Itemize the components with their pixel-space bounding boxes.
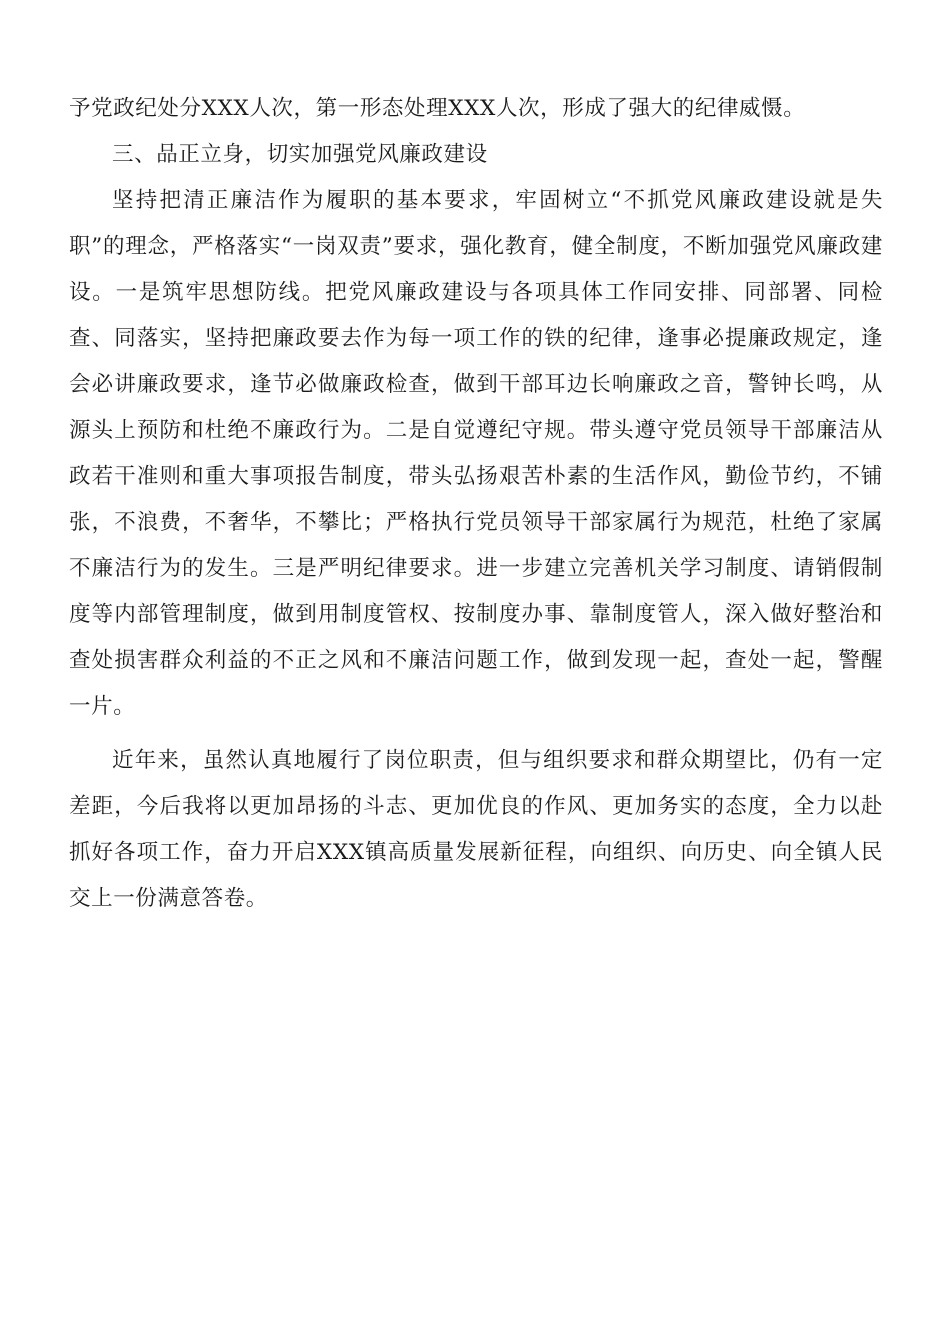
paragraph-integrity: 坚持把清正廉洁作为履职的基本要求，牢固树立“不抓党风廉政建设就是失职”的理念，严格落实“一岗双责”要求，强化教育，健全制度，不断加强党风廉政建设。一是筑牢思想防线。把党风廉政建设与各项具体工作同安排、同部署、同检查、同落实，坚持把廉政要去作为每一项工作的铁的纪律，逢事必提廉政规定，逢会必讲廉政要求，逢节必做廉政检查，做到干部耳边长响廉政之音，警钟长鸣，从源头上预防和杜绝不廉政行为。二是自觉遵纪守规。带头遵守党员领导干部廉洁从政若干准则和重大事项报告制度，带头弘扬艰苦朴素的生活作风，勤俭节约，不铺张，不浪费，不奢华，不攀比；严格执行党员领导干部家属行为规范，杜绝了家属不廉洁行为的发生。三是严明纪律要求。进一步建立完善机关学习制度、请销假制度等内部管理制度，做到用制度管权、按制度办事、靠制度管人，深入做好整治和查处损害群众利益的不正之风和不廉洁问题工作，做到发现一起，查处一起，警醒一片。	[69, 188, 883, 719]
document-page	[69, 86, 883, 922]
paragraph-continued: 予党政纪处分XXX人次，第一形态处理XXX人次，形成了强大的纪律威慑。	[69, 96, 806, 121]
section-heading: 三、品正立身，切实加强党风廉政建设	[112, 142, 488, 167]
paragraph-conclusion: 近年来，虽然认真地履行了岗位职责，但与组织要求和群众期望比，仍有一定差距，今后我将以更加昂扬的斗志、更加优良的作风、更加务实的态度，全力以赴抓好各项工作，奋力开启XXX镇高质量发展新征程，向组织、向历史、向全镇人民交上一份满意答卷。	[69, 748, 883, 911]
